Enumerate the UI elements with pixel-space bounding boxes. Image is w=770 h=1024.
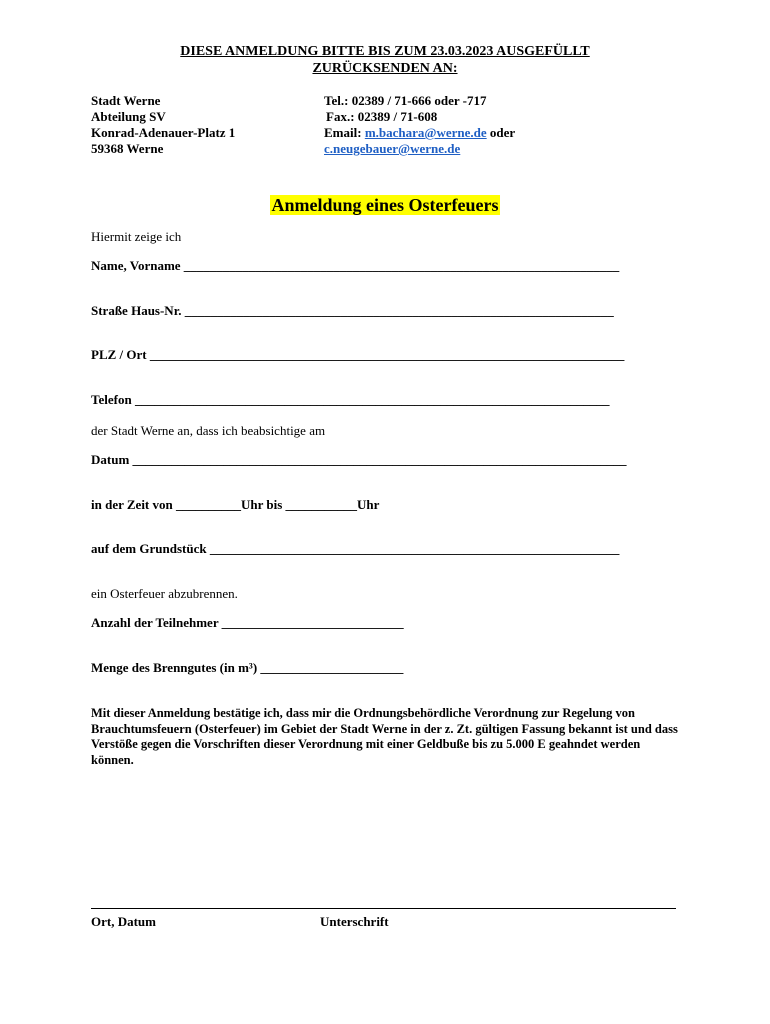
participants-field[interactable]: Anzahl der Teilnehmer ____________________________ — [91, 615, 404, 630]
email-link-2[interactable]: c.neugebauer@werne.de — [324, 141, 461, 156]
address-line: Abteilung SV — [91, 109, 166, 124]
signature-line[interactable] — [91, 908, 676, 909]
sender-address — [91, 93, 235, 157]
email-oder: oder — [486, 125, 516, 140]
place-date-label: Ort, Datum — [91, 914, 156, 929]
plot-field[interactable]: auf dem Grundstück _______________________________________________________________ — [91, 541, 620, 556]
email-line — [324, 125, 515, 141]
address-line: Konrad-Adenauer-Platz 1 — [91, 125, 236, 140]
telephone: Tel.: 02389 / 71-666 oder -717 — [324, 93, 487, 108]
name-field[interactable]: Name, Vorname ___________________________________________________________________ — [91, 258, 620, 273]
date-field[interactable]: Datum ____________________________________________________________________________ — [91, 452, 627, 467]
title-text: Anmeldung eines Osterfeuers — [271, 195, 499, 215]
phone-field[interactable]: Telefon _________________________________________________________________________ — [91, 392, 610, 407]
address-line: 59368 Werne — [91, 141, 164, 156]
header-line-1: DIESE ANMELDUNG BITTE BIS ZUM 23.03.2023 AUSGEFÜLLT — [180, 44, 590, 59]
header-line-2: ZURÜCKSENDEN AN: — [312, 61, 458, 76]
fax: Fax.: 02389 / 71-608 — [326, 109, 438, 124]
declaration-text: Mit dieser Anmeldung bestätige ich, dass mir die Ordnungsbehördliche Verordnung zur Regelung von Brauchtumsfeuern (Osterfeuer) im Gebiet der Stadt Werne in der z. Zt. gültigen Fassung bekannt ist und dass Verstöße gegen die Vorschriften dieser Verordnung mit einer Geldbuße bis zu 5.000 E geahndet werden können. — [91, 706, 678, 767]
intro-text: Hiermit zeige ich — [91, 229, 182, 244]
signature-label: Unterschrift — [320, 914, 389, 929]
address-line: Stadt Werne — [91, 93, 161, 108]
page-title — [0, 195, 770, 216]
email-link-1[interactable]: m.bachara@werne.de — [364, 125, 487, 140]
fuel-amount-field[interactable]: Menge des Brenngutes (in m³) ______________________ — [91, 660, 404, 675]
street-field[interactable]: Straße Haus-Nr. __________________________________________________________________ — [91, 303, 614, 318]
plz-field[interactable]: PLZ / Ort _________________________________________________________________________ — [91, 347, 625, 362]
middle-text: der Stadt Werne an, dass ich beabsichtige am — [91, 423, 326, 438]
contact-info — [324, 93, 515, 157]
burn-text: ein Osterfeuer abzubrennen. — [91, 586, 238, 601]
time-field[interactable]: in der Zeit von __________Uhr bis ___________Uhr — [91, 497, 380, 512]
email-label: Email: — [324, 125, 365, 140]
